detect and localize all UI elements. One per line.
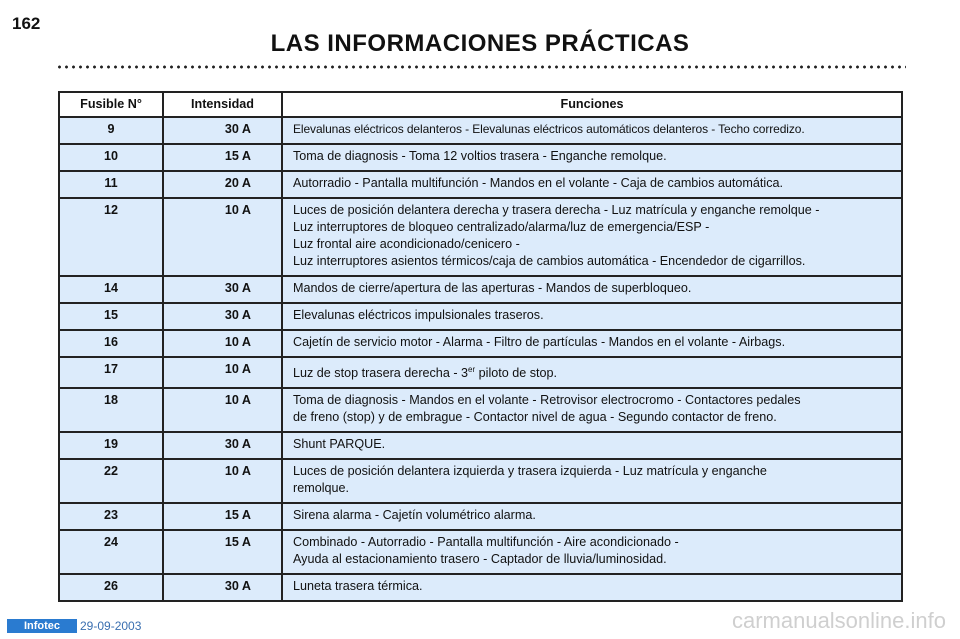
table-row bbox=[59, 171, 902, 198]
table-row bbox=[59, 432, 902, 459]
table-row bbox=[59, 117, 902, 144]
dotted-divider bbox=[56, 65, 906, 69]
fuse-functions bbox=[282, 330, 902, 357]
fuse-number: 17 bbox=[59, 357, 163, 388]
fuse-amperage: 30 A bbox=[163, 276, 282, 303]
function-line: Shunt PARQUE. bbox=[293, 437, 386, 452]
function-line: Ayuda al estacionamiento trasero - Captador de lluvia/luminosidad. bbox=[293, 552, 667, 567]
function-line: Sirena alarma - Cajetín volumétrico alarma. bbox=[293, 508, 536, 523]
fuse-number: 24 bbox=[59, 530, 163, 574]
function-line: Luz frontal aire acondicionado/cenicero - bbox=[293, 237, 520, 251]
fuse-amperage: 15 A bbox=[163, 144, 282, 171]
fuse-amperage: 20 A bbox=[163, 171, 282, 198]
watermark: carmanualsonline.info bbox=[731, 608, 946, 633]
footer-date: 29-09-2003 bbox=[80, 619, 142, 633]
fuse-amperage: 15 A bbox=[163, 503, 282, 530]
function-line: Luz interruptores asientos térmicos/caja de cambios automática - Encendedor de cigarrillos. bbox=[293, 254, 806, 268]
fuse-number: 14 bbox=[59, 276, 163, 303]
fuse-functions bbox=[282, 303, 902, 330]
function-line: Toma de diagnosis - Toma 12 voltios trasera - Enganche remolque. bbox=[293, 149, 667, 163]
table-row bbox=[59, 530, 902, 574]
fuse-functions bbox=[282, 144, 902, 171]
function-line: Luneta trasera térmica. bbox=[293, 579, 423, 594]
fuse-number: 26 bbox=[59, 574, 163, 601]
table-row bbox=[59, 276, 902, 303]
fuse-functions bbox=[282, 503, 902, 530]
table-row bbox=[59, 357, 902, 388]
header-amperage: Intensidad bbox=[163, 92, 282, 117]
fuse-number: 18 bbox=[59, 388, 163, 432]
fuse-functions bbox=[282, 171, 902, 198]
fuse-functions bbox=[282, 530, 902, 574]
table-row bbox=[59, 574, 902, 601]
header-functions: Funciones bbox=[282, 92, 902, 117]
fuse-functions bbox=[282, 117, 902, 144]
fuse-number: 12 bbox=[59, 198, 163, 276]
fuse-functions bbox=[282, 388, 902, 432]
table-body bbox=[59, 117, 902, 601]
table-row bbox=[59, 144, 902, 171]
fuse-functions bbox=[282, 198, 902, 276]
page-title: LAS INFORMACIONES PRÁCTICAS bbox=[270, 30, 690, 57]
fuse-number: 11 bbox=[59, 171, 163, 198]
fuse-amperage: 10 A bbox=[163, 357, 282, 388]
fuse-functions bbox=[282, 432, 902, 459]
fuse-functions bbox=[282, 574, 902, 601]
function-line: Luces de posición delantera izquierda y trasera izquierda - Luz matrícula y enganche bbox=[293, 464, 767, 479]
fuse-functions bbox=[282, 459, 902, 503]
fuse-amperage: 10 A bbox=[163, 330, 282, 357]
table-row bbox=[59, 198, 902, 276]
fuse-number: 23 bbox=[59, 503, 163, 530]
function-line: de freno (stop) y de embrague - Contactor nivel de agua - Segundo contactor de freno. bbox=[293, 410, 777, 425]
header-fuse: Fusible N° bbox=[59, 92, 163, 117]
function-line: remolque. bbox=[293, 481, 350, 496]
fuse-functions bbox=[282, 276, 902, 303]
infotec-logo: Infotec bbox=[7, 619, 77, 633]
fuse-amperage: 10 A bbox=[163, 459, 282, 503]
fuse-amperage: 30 A bbox=[163, 432, 282, 459]
page-number: 162 bbox=[12, 14, 41, 33]
function-line: Toma de diagnosis - Mandos en el volante - Retrovisor electrocromo - Contactores pedales bbox=[293, 393, 801, 408]
fuse-number: 22 bbox=[59, 459, 163, 503]
table-row bbox=[59, 503, 902, 530]
function-line: Luz de stop trasera derecha - 3er piloto de stop. bbox=[293, 365, 558, 381]
function-line: Luces de posición delantera derecha y trasera derecha - Luz matrícula y enganche remolque - bbox=[293, 203, 820, 217]
fuse-amperage: 30 A bbox=[163, 574, 282, 601]
fuse-functions bbox=[282, 357, 902, 388]
fuse-number: 15 bbox=[59, 303, 163, 330]
table-row bbox=[59, 388, 902, 432]
function-line: Combinado - Autorradio - Pantalla multifunción - Aire acondicionado - bbox=[293, 535, 679, 550]
fuse-table bbox=[58, 91, 903, 602]
fuse-amperage: 15 A bbox=[163, 530, 282, 574]
function-line: Elevalunas eléctricos impulsionales traseros. bbox=[293, 308, 544, 322]
fuse-amperage: 10 A bbox=[163, 388, 282, 432]
fuse-amperage: 30 A bbox=[163, 117, 282, 144]
fuse-number: 10 bbox=[59, 144, 163, 171]
function-line: Mandos de cierre/apertura de las aperturas - Mandos de superbloqueo. bbox=[293, 281, 692, 295]
fuse-amperage: 30 A bbox=[163, 303, 282, 330]
fuse-number: 16 bbox=[59, 330, 163, 357]
fuse-number: 19 bbox=[59, 432, 163, 459]
function-line: Elevalunas eléctricos delanteros - Elevalunas eléctricos automáticos delanteros - Techo corredizo. bbox=[293, 122, 805, 136]
table-row bbox=[59, 459, 902, 503]
fuse-number: 9 bbox=[59, 117, 163, 144]
table-header-row bbox=[59, 92, 902, 117]
function-line: Cajetín de servicio motor - Alarma - Filtro de partículas - Mandos en el volante - Airbags. bbox=[293, 335, 786, 349]
function-line: Autorradio - Pantalla multifunción - Mandos en el volante - Caja de cambios automática. bbox=[293, 176, 784, 190]
table-row bbox=[59, 303, 902, 330]
table-row bbox=[59, 330, 902, 357]
function-line: Luz interruptores de bloqueo centralizado/alarma/luz de emergencia/ESP - bbox=[293, 220, 710, 234]
fuse-amperage: 10 A bbox=[163, 198, 282, 276]
